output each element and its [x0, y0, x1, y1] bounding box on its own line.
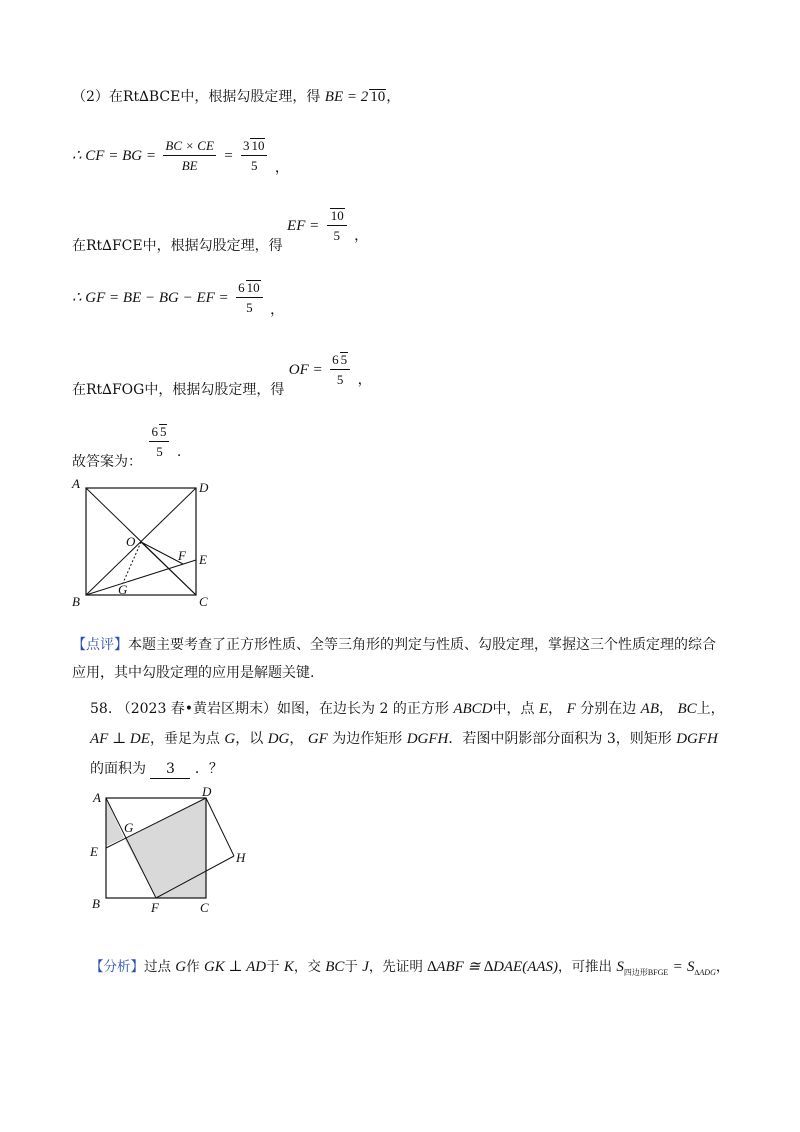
- solution-step-3: 在Rt∆FCE中，根据勾股定理，得 EF = $\frac{10}{5}$ ，: [72, 208, 369, 254]
- comment-line-2: 应用，其中勾股定理的应用是解题关键.: [72, 665, 315, 681]
- problem-58-line-1: 58. （2023 春•黄岩区期末）如图，在边长为 2 的正方形 ABCD中，点 E， F 分别在边 AB， BC上，: [90, 701, 725, 717]
- segment-dh: [206, 798, 234, 856]
- comment-line-1: 【点评】本题主要考查了正方形性质、全等三角形的判定与性质、勾股定理，掌握这三个性质定理的综合: [72, 637, 716, 653]
- segment-of: [141, 542, 183, 564]
- label-c-2: C: [200, 900, 209, 915]
- segment-be: [86, 560, 196, 595]
- segment-oc: [141, 542, 196, 595]
- solution-step-4: ∴ GF = BE − BG − EF = $\frac{6 10}{5}$ ，: [72, 280, 285, 318]
- be-expression: BE = 2 10: [324, 89, 386, 105]
- fraction-bc-ce-over-be: $\frac{BC \times CE}{BE}$: [165, 138, 214, 173]
- solution-step-2: ∴ CF = BG = $\frac{BC \times CE}{BE}$ = $\frac{3 10}{5}$ ，: [72, 138, 289, 176]
- label-f-2: F: [151, 900, 159, 915]
- label-d-2: D: [202, 786, 212, 799]
- shade-quad-gdcf: [124, 798, 206, 898]
- label-c: C: [199, 594, 208, 609]
- figure-square-abcd-2: [84, 786, 254, 916]
- answer-blank: 3: [150, 760, 190, 779]
- shade-triangle-age: [106, 798, 124, 846]
- fraction-root10-over-5: $\frac{10}{5}$: [327, 208, 347, 244]
- comment-tag: 【点评】: [72, 637, 128, 653]
- label-g: G: [118, 582, 128, 597]
- label-b: B: [72, 594, 80, 609]
- label-g-2: G: [124, 820, 134, 835]
- label-o: O: [126, 534, 136, 549]
- fraction-6root5-over-5: $\frac{6 5}{5}$: [330, 352, 350, 388]
- solution-step-5: 在Rt∆FOG中，根据勾股定理，得 OF = $\frac{6 5}{5}$ ，: [72, 352, 372, 398]
- figure-square-abcd-1: [66, 476, 226, 611]
- label-a-2: A: [93, 790, 101, 805]
- label-b-2: B: [92, 896, 100, 911]
- fraction-3root10-over-5: $\frac{3 10}{5}$: [241, 138, 268, 174]
- label-e-2: E: [90, 844, 98, 859]
- answer-fraction: $\frac{6 5}{5}$: [149, 424, 169, 460]
- label-a: A: [72, 476, 80, 491]
- analysis-line: 【分析】过点 G作 GK ⊥ AD于 K，交 BC于 J，先证明 ∆ABF ≅ ∆DAE(AAS)，可推出 $S_{四边形BFGE} = S_{\Delta ADG}$，: [90, 959, 730, 977]
- label-e: E: [199, 552, 207, 567]
- solution-step-1: （2）在Rt∆BCE中，根据勾股定理，得 BE = 2 10，: [72, 89, 401, 105]
- analysis-tag: 【分析】: [90, 959, 144, 975]
- label-h-2: H: [236, 850, 246, 865]
- problem-58-line-2: AF ⊥ DE，垂足为点 G，以 DG， GF 为边作矩形 DGFH．若图中阴影部分面积为 3，则矩形 DGFH: [90, 731, 718, 747]
- fraction-6root10-over-5: $\frac{6 10}{5}$: [236, 280, 263, 316]
- label-d: D: [199, 480, 209, 495]
- label-f: F: [178, 548, 186, 563]
- problem-58-line-3: 的面积为 3 ．？: [90, 761, 223, 777]
- answer-line: 故答案为： $\frac{6 5}{5}$ .: [72, 424, 182, 470]
